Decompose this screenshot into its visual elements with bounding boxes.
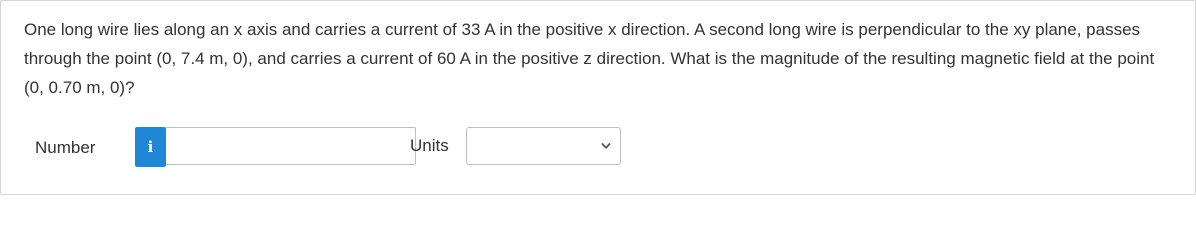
number-input[interactable] <box>166 127 416 165</box>
number-label: Number <box>35 138 96 157</box>
answer-row <box>35 127 1135 169</box>
question-text: One long wire lies along an x axis and carries a current of 33 A in the positive x direction. A second long wire is perpendicular to the xy plane, passes through the point (0, 7.4 m, 0), and carries a current of 60 A in the positive z direction. What is the magnitude of the resulting magnetic field at the point (0, 0.70 m, 0)? <box>24 20 1155 97</box>
units-select[interactable] <box>466 127 621 165</box>
units-label: Units <box>410 136 449 155</box>
chevron-down-icon <box>601 141 611 151</box>
info-button[interactable] <box>135 127 166 167</box>
info-icon: i <box>147 137 154 156</box>
